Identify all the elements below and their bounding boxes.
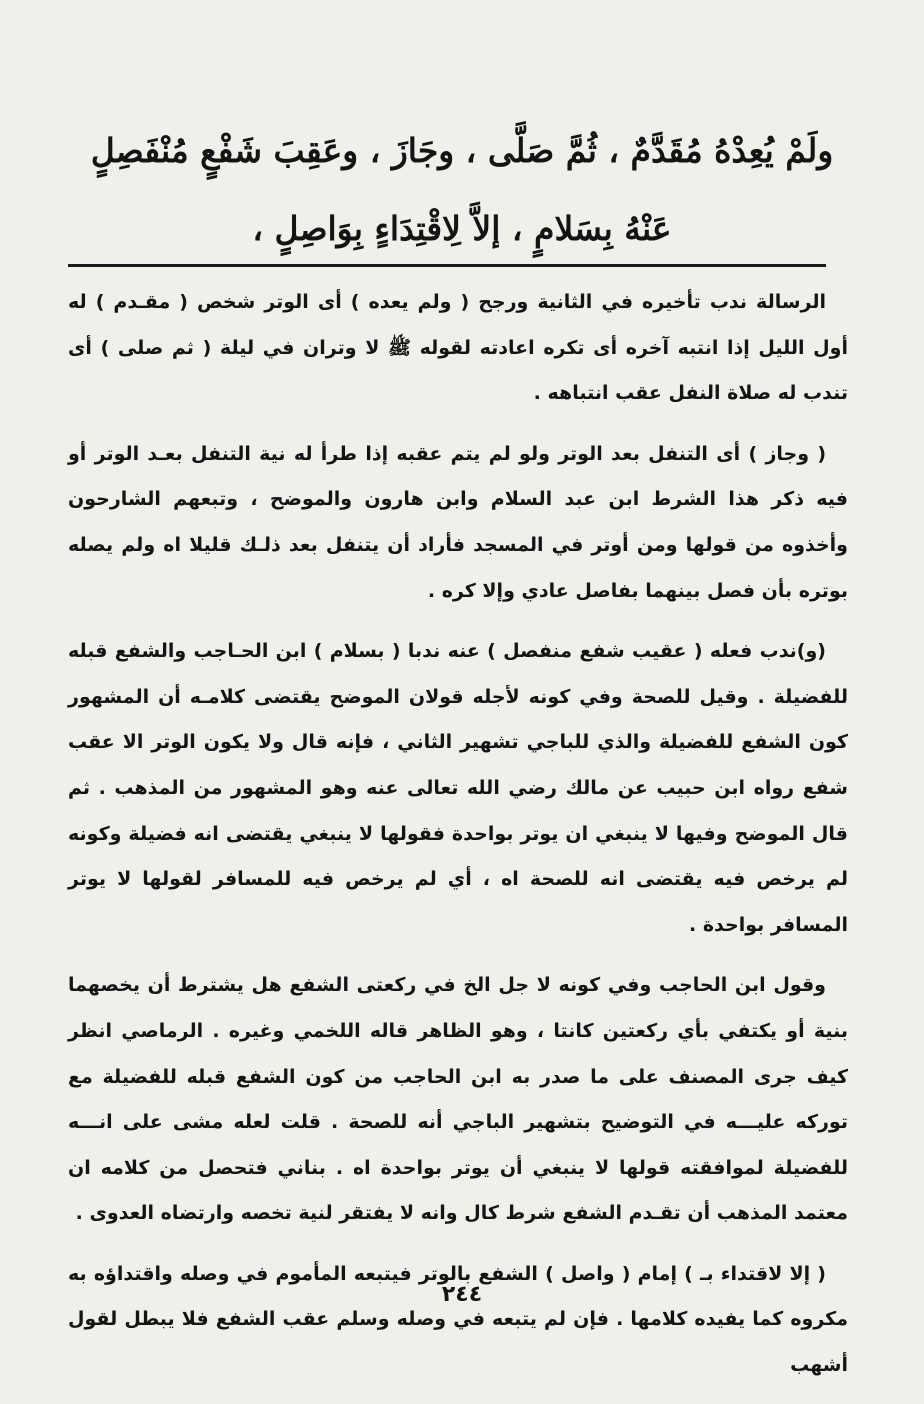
commentary-paragraph-5: ( إلا لاقتداء بـ ) إمام ( واصل ) الشفع بالوتر فيتبعه المأموم في وصله واقتداؤه به مكروه كما يفيده كلامها . فإن لم يتبعه في وصله وسلم عقب الشفع فلا يبطل لقول أشهب [68,1262,848,1377]
commentary-text [68,280,848,1404]
matn-verse [60,112,864,268]
commentary-paragraph-3: (و)ندب فعله ( عقيب شفع منفصل ) عنه ندبا ( بسلام ) ابن الحـاجب والشفع قبله للفضيلة . وقيل للصحة وفي كونه لأجله قولان الموضح يقتضى كلامـه أن المشهور كون الشفع للفضيلة والذي للباجي تشهير الثاني ، فإنه قال ولا يكون الوتر الا عقب شفع رواه ابن حبيب عن مالك رضي الله تعالى عنه وهو المشهور من المذهب . ثم قال الموضح وفيها لا ينبغي ان يوتر بواحدة فقولها لا ينبغي يقتضى انه فضيلة وكونه لم يرخص فيه يقتضى انه للصحة اه ، أي لم يرخص فيه للمسافر لقولها لا يوتر المسافر بواحدة . [68,640,848,936]
commentary-paragraph-4: وقول ابن الحاجب وفي كونه لا جل الخ في ركعتى الشفع هل يشترط أن يخصهما بنية أو يكتفي بأي ركعتين كانتا ، وهو الظاهر قاله اللخمي وغيره . الرماصي انظر كيف جرى المصنف على ما صدر به ابن الحاجب من كون الشفع قبله للفضيلة مع تورکه عليـــه في التوضيح بتشهير الباجي أنه للصحة . قلت لعله مشى على انـــه للفضيلة لموافقته قولها لا ينبغي أن يوتر بواحدة اه . بناني فتحصل من كلامه ان معتمد المذهب أن تقـدم الشفع شرط كال وانه لا يفتقر لنية تخصه وارتضاه العدوى . [68,974,848,1225]
verse-line-2: عَنْهُ بِسَلامٍ ، إلاَّ لِاقْتِدَاءٍ بِوَاصِلٍ ، [252,209,672,248]
commentary-paragraph-1: الرسالة ندب تأخيره في الثانية ورجح ( ولم يعده ) أى الوتر شخص ( مقـدم ) له أول الليل إذا انتبه آخره أى تكره اعادته لقوله ﷺ لا وتران في ليلة ( ثم صلى ) أى تندب له صلاة النفل عقب انتباهه . [68,291,848,405]
commentary-paragraph-2: ( وجاز ) أى التنفل بعد الوتر ولو لم يتم عقبه إذا طرأ له نية التنفل بعـد الوتر أو فيه ذكر هذا الشرط ابن عبد السلام وابن هارون والموضح ، وتبعهم الشارحون وأخذوه من قولها ومن أوتر في المسجد فأراد أن يتنفل بعد ذلـك قليلا اه ولم يصله بوتره بأن فصل بينهما بفاصل عادي وإلا كره . [68,442,848,602]
page-number: ٢٤٤ [441,1282,483,1307]
verse-line-1: ولَمْ يُعِدْهُ مُقَدَّمٌ ، ثُمَّ صَلَّى ، وجَازَ ، وعَقِبَ شَفْعٍ مُنْفَصِلٍ [90,131,834,170]
separator-rule [68,264,826,267]
